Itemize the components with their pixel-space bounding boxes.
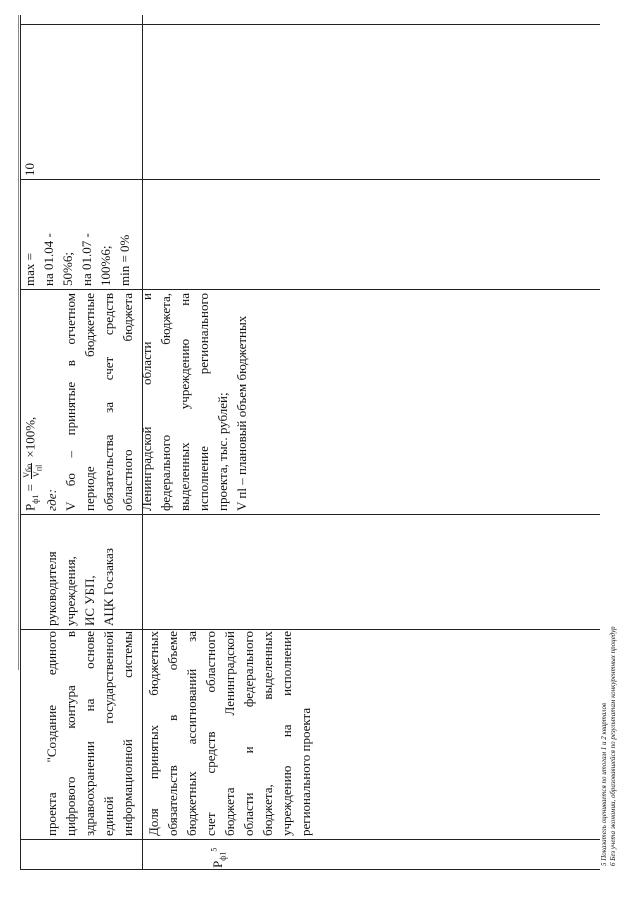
formula-numerator: $V_{бо}$ [22,463,34,478]
target-line-4: на 01.07 - [79,233,94,286]
row2-name-line-2: обязательств в объеме [165,631,180,836]
method-line-7: федерального бюджета, [158,293,173,511]
formula-fraction [22,463,44,479]
row1-source-line-1: руководителя [44,551,59,626]
row2-weight: 10 [22,163,37,176]
method-line-6: Ленинградской области и [139,293,154,511]
target-line-6: min = 0% [117,234,132,286]
row2-code: P [210,860,225,868]
row2-name-line-3: бюджетных ассигнований за [184,631,199,836]
target-line-1: max = [22,253,37,286]
row1-name-cell [44,631,140,836]
row2-name-line-7: бюджета, выделенных [260,631,275,836]
row1-source-line-2: учреждения, [63,556,78,626]
column-border-8 [20,24,600,25]
formula-tail: ×100%, [22,416,38,458]
row1-name-line-5: информационной системы [120,631,135,836]
row2-name-cell [146,631,386,836]
method-line-10: проекта, тыс. рублей; [215,392,230,511]
row2-name-line-6: области и федерального [241,631,256,836]
footnote-5: 5 Показатель оценивается по итогам 1 и 2 кварталов [600,702,608,866]
method-line-2: V бо – принятые в отчетном [63,293,78,511]
target-line-2: на 01.04 - [41,233,56,286]
row1-source-line-4: АЦК Госзаказ [101,548,116,626]
row1-source-line-3: ИС УБП, [82,575,97,626]
row2-code-sub: ф1 [218,851,228,861]
row2-code-sup: 5 [210,847,219,852]
row2-code-cell [210,840,250,868]
row2-name-line-4: счет средств областного [203,631,218,836]
table-top-border [20,15,21,870]
column-border-2 [20,869,600,870]
row2-name-line-1: Доля принятых бюджетных [146,631,161,836]
row1-name-line-1: проекта "Создание единого [44,631,59,836]
method-line-3: периоде бюджетные [82,293,97,511]
row2-name-line-9: регионального проекта [298,707,313,836]
row2-weight-cell [22,146,42,176]
method-line-8: выделенных учреждению на [177,293,192,511]
formula-denominator: $V_{пl}$ [32,464,44,477]
row1-name-line-3: здравоохранении на основе [82,631,97,836]
method-line-5: областного бюджета [120,293,135,511]
row1-name-line-4: единой государственной [101,631,116,836]
footnote-6: 6 Без учета экономии, образовавшейся по результатам конкурентных процедур [609,626,617,866]
row2-method-cell [22,293,322,511]
column-border-7 [20,179,600,180]
column-border-5 [20,514,600,515]
method-line-4: обязательства за счет средств [101,293,116,511]
column-border-4 [20,629,600,630]
row1-name-line-2: цифрового контура в [63,631,78,836]
row2-name-line-5: бюджета Ленинградской [222,631,237,836]
column-border-3 [20,839,600,840]
footnotes [600,266,618,866]
formula-lhs: P [22,503,38,511]
rotated-table-page [10,15,620,880]
row2-formula: $P_{ф1}$ = $V_{бо}$ $V_{пl}$ ×100%, [22,416,44,511]
target-line-5: 100%6; [98,245,113,286]
section-divider [18,15,19,670]
method-line-9: исполнение регионального [196,293,211,511]
row2-name-line-8: учреждению на исполнение [279,631,294,836]
row2-target-cell [22,182,142,286]
target-line-3: 50%6; [60,252,75,286]
method-line-1: где: [44,489,59,511]
column-border-6 [20,289,600,290]
row1-source-cell [44,518,140,626]
formula-lhs-sub: ф1 [31,494,41,504]
method-line-11: V пl – плановый объем бюджетных [234,315,249,511]
